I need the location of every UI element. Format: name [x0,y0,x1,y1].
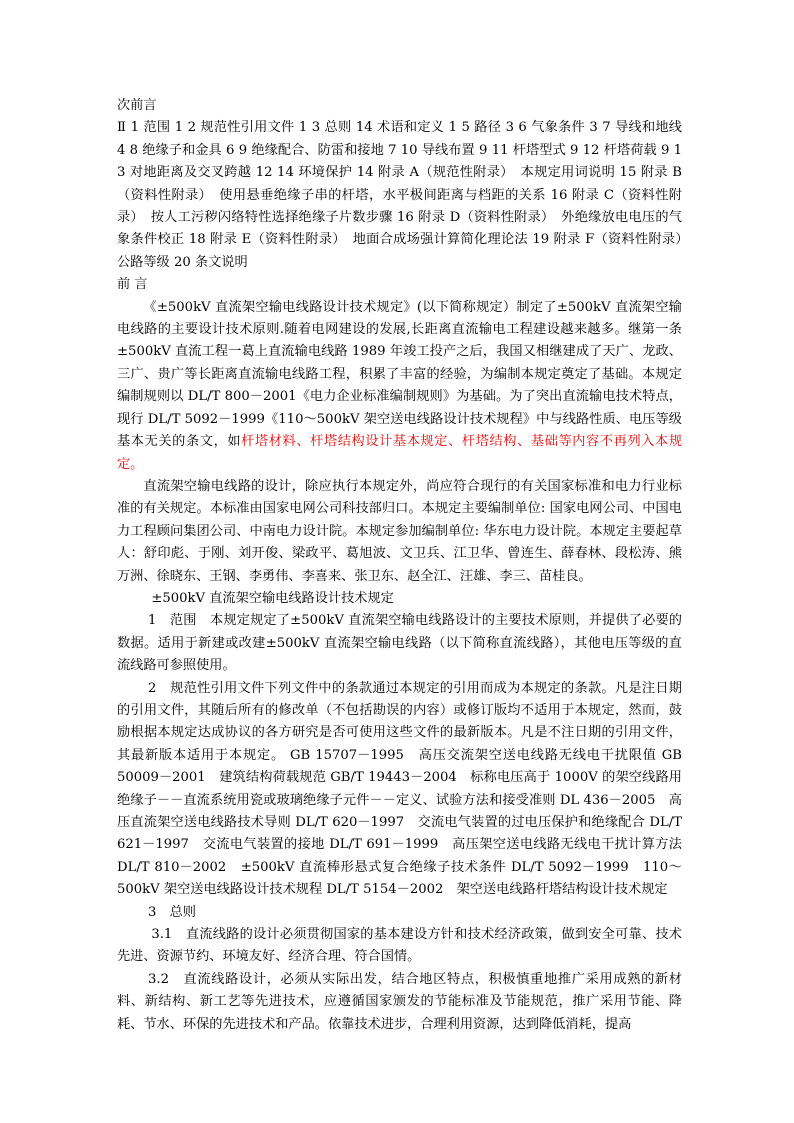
preface-paragraph-2: 直流架空输电线路的设计，除应执行本规定外，尚应符合现行的有关国家标准和电力行业标准的有关规定。本标准由国家电网公司科技部归口。本规定主要编制单位: 国家电网公司、中国电力工程顾问集团公司、中南电力设计院。本规定参加编制单位: 华东电力设计院。本规定主要起草人：舒印彪、于刚、刘开俊、梁政平、葛旭波、文卫兵、江卫华、曾连生、薛春林、段松涛、熊万洲、徐晓东、王钢、李勇伟、李喜来、张卫东、赵全江、汪雄、李三、苗桂良。 [117,478,682,584]
clause-3-heading: 3 总则 [148,904,196,920]
document-title: ±500kV 直流架空输电线路设计技术规定 [151,590,394,606]
preface-paragraph-1 [117,297,682,476]
clause-1-scope: 1 范围 本规定规定了±500kV 直流架空输电线路设计的主要技术原则，并提供了必要的数据。适用于新建或改建±500kV 直流架空输电线路（以下简称直流线路），其他电压等级的直流线路可参照使用。 [117,613,682,674]
toc-heading: 次前言 [117,98,157,113]
preface-paragraph-1-text: 《±500kV 直流架空输电线路设计技术规定》(以下简称规定）制定了±500kV 直流架空输电线路的主要设计技术原则.随着电网建设的发展,长距离直流输电工程建设越来越多。继第一条±500kV 直流工程一葛上直流输电线路 1989 年竣工投产之后，我国又相继建成了天广、龙政、三广、贵广等长距离直流输电线路工程，积累了丰富的经验，为编制本规定奠定了基础。本规定编制规则以 DL/T 800－2001《电力企业标准编制规则》为基础。为了突出直流输电技术特点，现行 DL/T 5092－1999《110～500kV 架空送电线路设计技术规程》中与线路性质、电压等级基本无关的条文，如 [117,299,682,450]
table-of-contents: Ⅱ 1 范围 1 2 规范性引用文件 1 3 总则 14 术语和定义 1 5 路径 3 6 气象条件 3 7 导线和地线 4 8 绝缘子和金具 6 9 绝缘配合、防雷和接地 7 10 导线布置 9 11 杆塔型式 9 12 杆塔荷载 9 13 对地距离及交叉跨越 12 14 环境保护 14 附录 A（规范性附录） 本规定用词说明 15 附录 B（资料性附录） 使用悬垂绝缘子串的杆塔，水平极间距离与档距的关系 16 附录 C（资料性附录） 按人工污秽闪络特性选择绝缘子片数步骤 16 附录 D（资料性附录） 外绝缘放电电压的气象条件校正 18 附录 E（资料性附录） 地面合成场强计算简化理论法 19 附录 F（资料性附录） 公路等级 20 条文说明 [117,120,696,270]
preface-heading: 前 言 [117,277,148,293]
document-page [117,95,696,1036]
preface-paragraph-1-highlight: 杆塔材料、杆塔结构设计基本规定、杆塔结构、基础等内容不再列入本规定。 [117,434,683,472]
clause-3-2: 3.2 直流线路设计，必须从实际出发，结合地区特点，积极慎重地推广采用成熟的新材料、新结构、新工艺等先进技术，应遵循国家颁发的节能标准及节能规范，推广采用节能、降耗、节水、环保的先进技术和产品。依靠技术进步，合理利用资源，达到降低消耗，提高 [117,971,682,1032]
clause-2-normative-references: 2 规范性引用文件下列文件中的条款通过本规定的引用而成为本规定的条款。凡是注日期的引用文件，其随后所有的修改单（不包括勘误的内容）或修订版均不适用于本规定，然而，鼓励根据本规定达成协议的各方研究是否可使用这些文件的最新版本。凡是不注日期的引用文件，其最新版本适用于本规定。 GB 15707－1995 高压交流架空送电线路无线电干扰限值 GB 50009－2001 建筑结构荷载规范 GB/T 19443－2004 标称电压高于 1000V 的架空线路用绝缘子－－直流系统用瓷或玻璃绝缘子元件－－定义、试验方法和接受准则 DL 436－2005 高压直流架空送电线路技术导则 DL/T 620－1997 交流电气装置的过电压保护和绝缘配合 DL/T 621－1997 交流电气装置的接地 DL/T 691－1999 高压架空送电线路无线电干扰计算方法 DL/T 810－2002 ±500kV 直流棒形悬式复合绝缘子技术条件 DL/T 5092－1999 110～500kV 架空送电线路设计技术规程 DL/T 5154－2002 架空送电线路杆塔结构设计技术规定 [117,680,696,898]
clause-3-1: 3.1 直流线路的设计必须贯彻国家的基本建设方针和技术经济政策，做到安全可靠、技术先进、资源节约、环境友好、经济合理、符合国情。 [117,927,682,965]
